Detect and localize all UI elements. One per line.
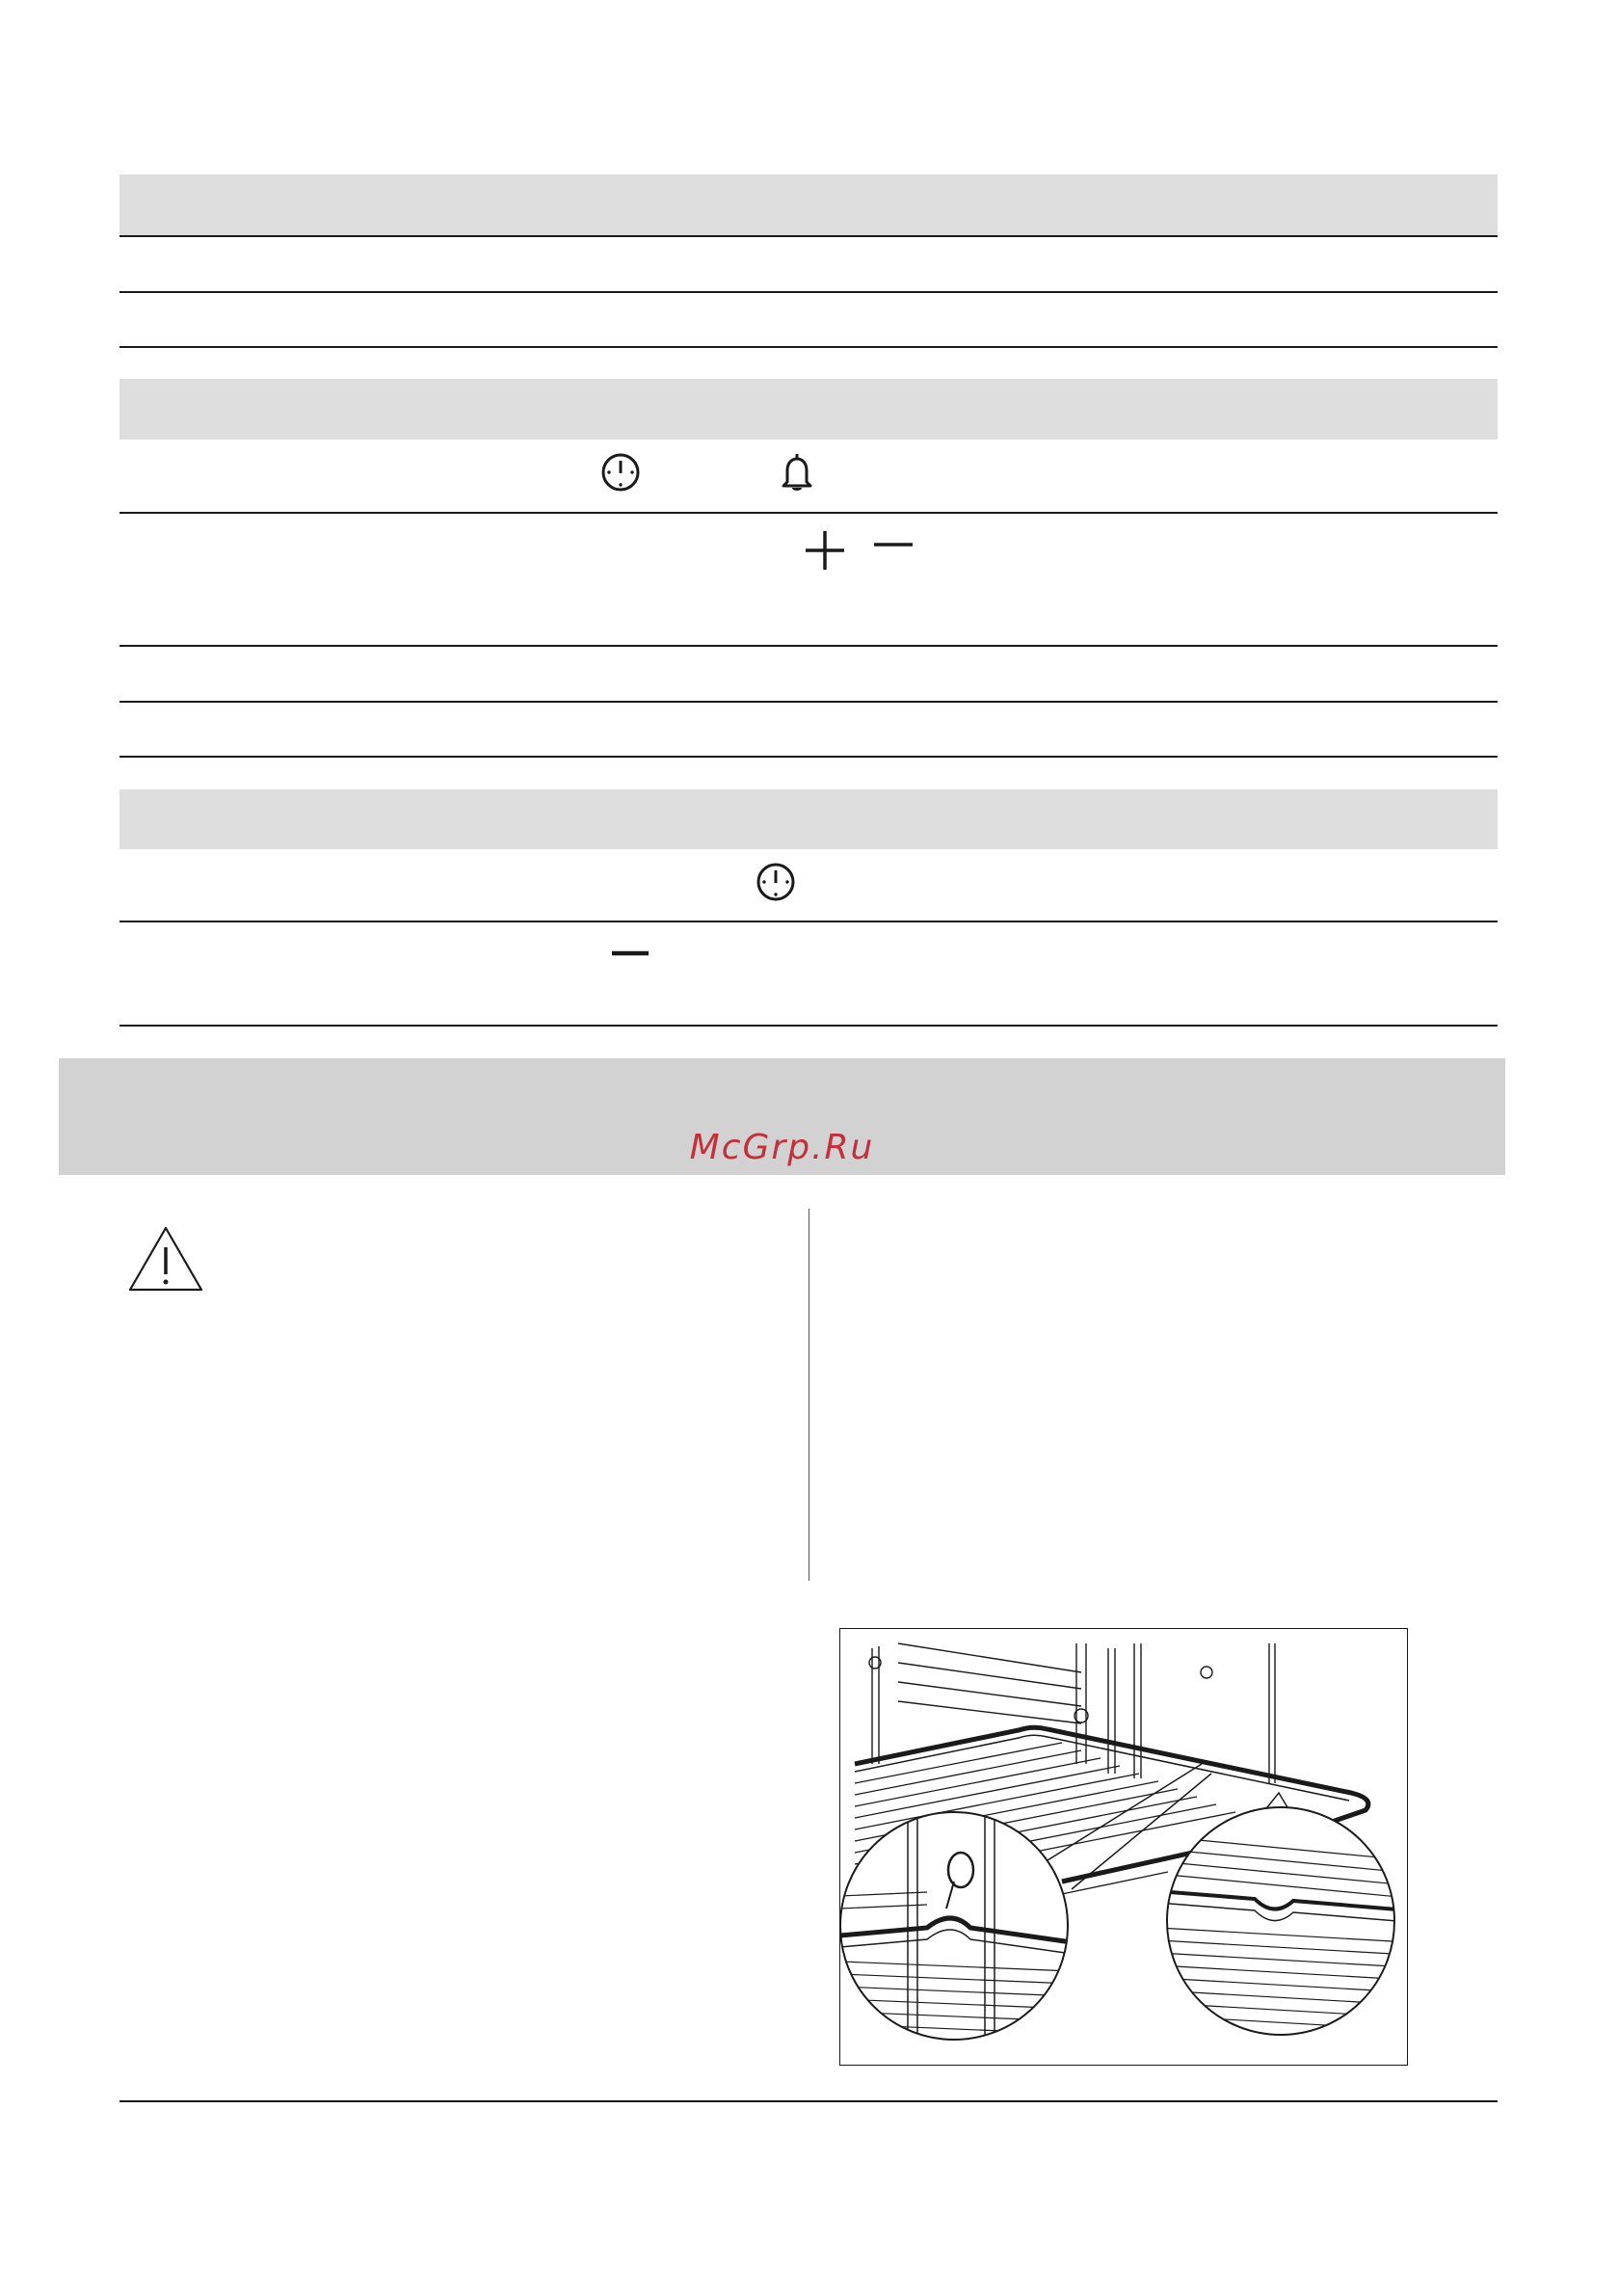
table-1-rule-3 [119, 346, 1498, 348]
watermark-text: McGrp.Ru [689, 1128, 875, 1167]
bell-icon [779, 451, 815, 494]
oven-shelf-illustration [840, 1629, 1407, 2065]
table-2-rule-4 [119, 756, 1498, 758]
table-2-rule-2 [119, 645, 1498, 647]
table-3-header [119, 789, 1498, 849]
minus-icon [610, 948, 650, 958]
minus-icon [871, 540, 915, 549]
table-2-header [119, 379, 1498, 440]
clock-icon [600, 452, 641, 493]
plus-icon [803, 528, 847, 573]
table-1-header [119, 174, 1498, 236]
oven-shelf-figure [839, 1628, 1408, 2066]
table-1-rule-2 [119, 291, 1498, 293]
table-2-rule-3 [119, 701, 1498, 703]
table-2-rule-1 [119, 512, 1498, 514]
table-3-rule-2 [119, 1025, 1498, 1027]
table-1-rule-1 [119, 235, 1498, 237]
page-bottom-rule [119, 2100, 1498, 2102]
table-3-rule-1 [119, 921, 1498, 922]
clock-icon [756, 862, 796, 902]
warning-triangle-icon [126, 1224, 205, 1294]
chapter-heading-band [59, 1058, 1505, 1175]
